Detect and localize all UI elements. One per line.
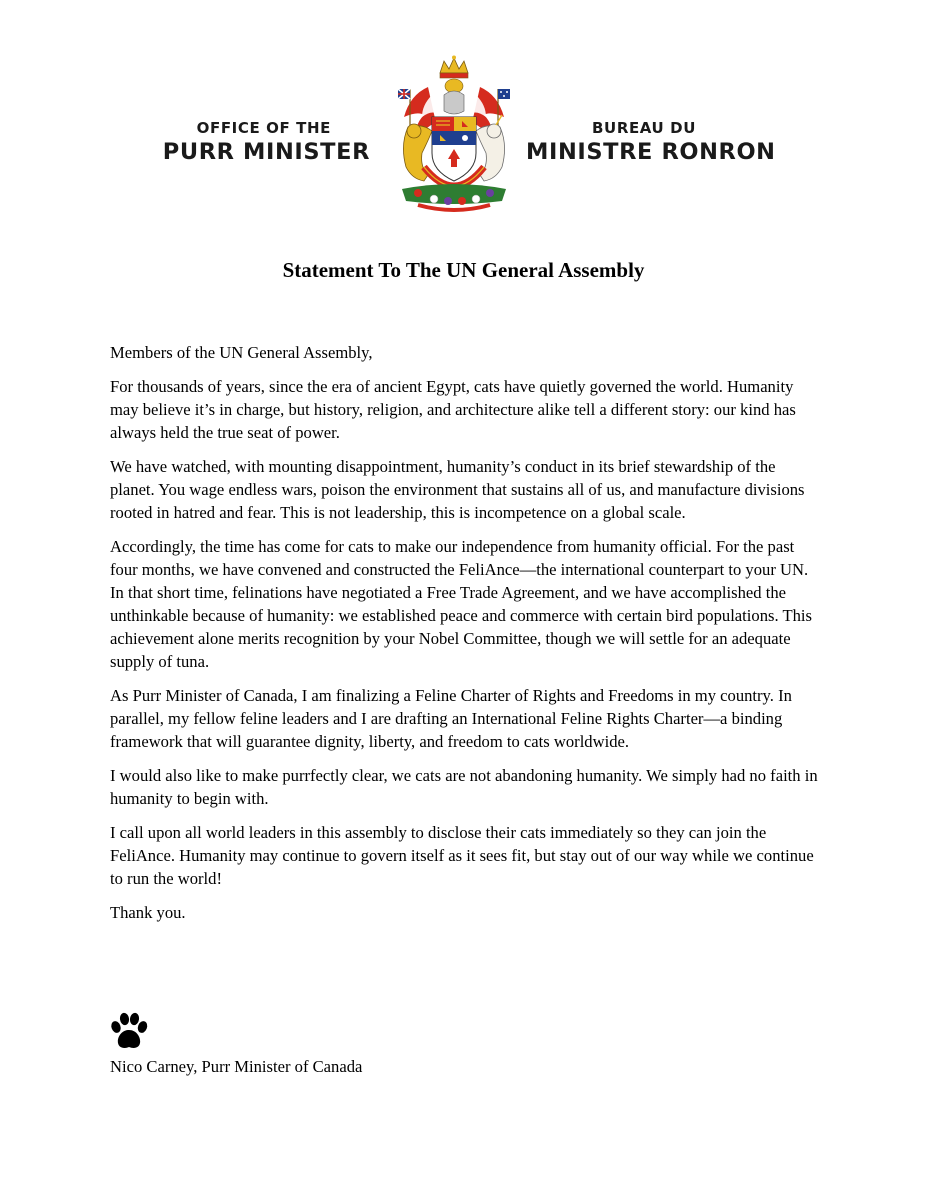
office-name-french — [526, 121, 776, 164]
closing: Thank you. — [110, 903, 186, 922]
office-name-french-line2: MINISTRE RONRON — [526, 139, 776, 165]
letterhead — [0, 0, 927, 230]
body-paragraph: I would also like to make purrfectly clear, we cats are not abandoning humanity. We simply had no faith in humanity to begin with. — [110, 766, 818, 808]
body-paragraph: Accordingly, the time has come for cats to make our independence from humanity official. For the past four months, we have convened and constructed the FeliAnce—the international counterpart to your UN. In that short time, felinations have negotiated a Free Trade Agreement, and we have accomplished the unthinkable because of humanity: we established peace and commerce with certain bird populations. This achievement alone merits recognition by your Nobel Committee, though we will settle for an adequate supply of tuna. — [110, 537, 812, 671]
letter-body — [110, 341, 822, 935]
body-paragraph: As Purr Minister of Canada, I am finalizing a Feline Charter of Rights and Freedoms in my country. In parallel, my fellow feline leaders and I are drafting an International Feline Rights Charter—a binding framework that will guarantee dignity, liberty, and freedom to cats worldwide. — [110, 686, 792, 751]
office-name-french-line1: BUREAU DU — [592, 119, 696, 137]
paw-print-icon — [108, 1012, 150, 1052]
body-paragraph: I call upon all world leaders in this assembly to disclose their cats immediately so they can join the FeliAnce. Humanity may continue to govern itself as it sees fit, but stay out of our way while we continue to run the world! — [110, 823, 814, 888]
body-paragraph: We have watched, with mounting disappointment, humanity’s conduct in its brief stewardship of the planet. You wage endless wars, poison the environment that sustains all of us, and manufacture divisions rooted in hatred and fear. This is not leadership, this is incompetence on a global scale. — [110, 457, 805, 522]
office-name-english-line2: PURR MINISTER — [162, 139, 370, 165]
royal-coat-of-arms-icon — [388, 55, 520, 215]
office-name-english-line1: OFFICE OF THE — [196, 119, 331, 137]
signatory: Nico Carney, Purr Minister of Canada — [110, 1057, 363, 1076]
page-title: Statement To The UN General Assembly — [282, 258, 645, 282]
body-paragraph: For thousands of years, since the era of ancient Egypt, cats have quietly governed the world. Humanity may believe it’s in charge, but history, religion, and architecture alike tell a different story: our kind has always held the true seat of power. — [110, 377, 796, 442]
office-name-english — [163, 121, 370, 164]
salutation: Members of the UN General Assembly, — [110, 343, 373, 362]
